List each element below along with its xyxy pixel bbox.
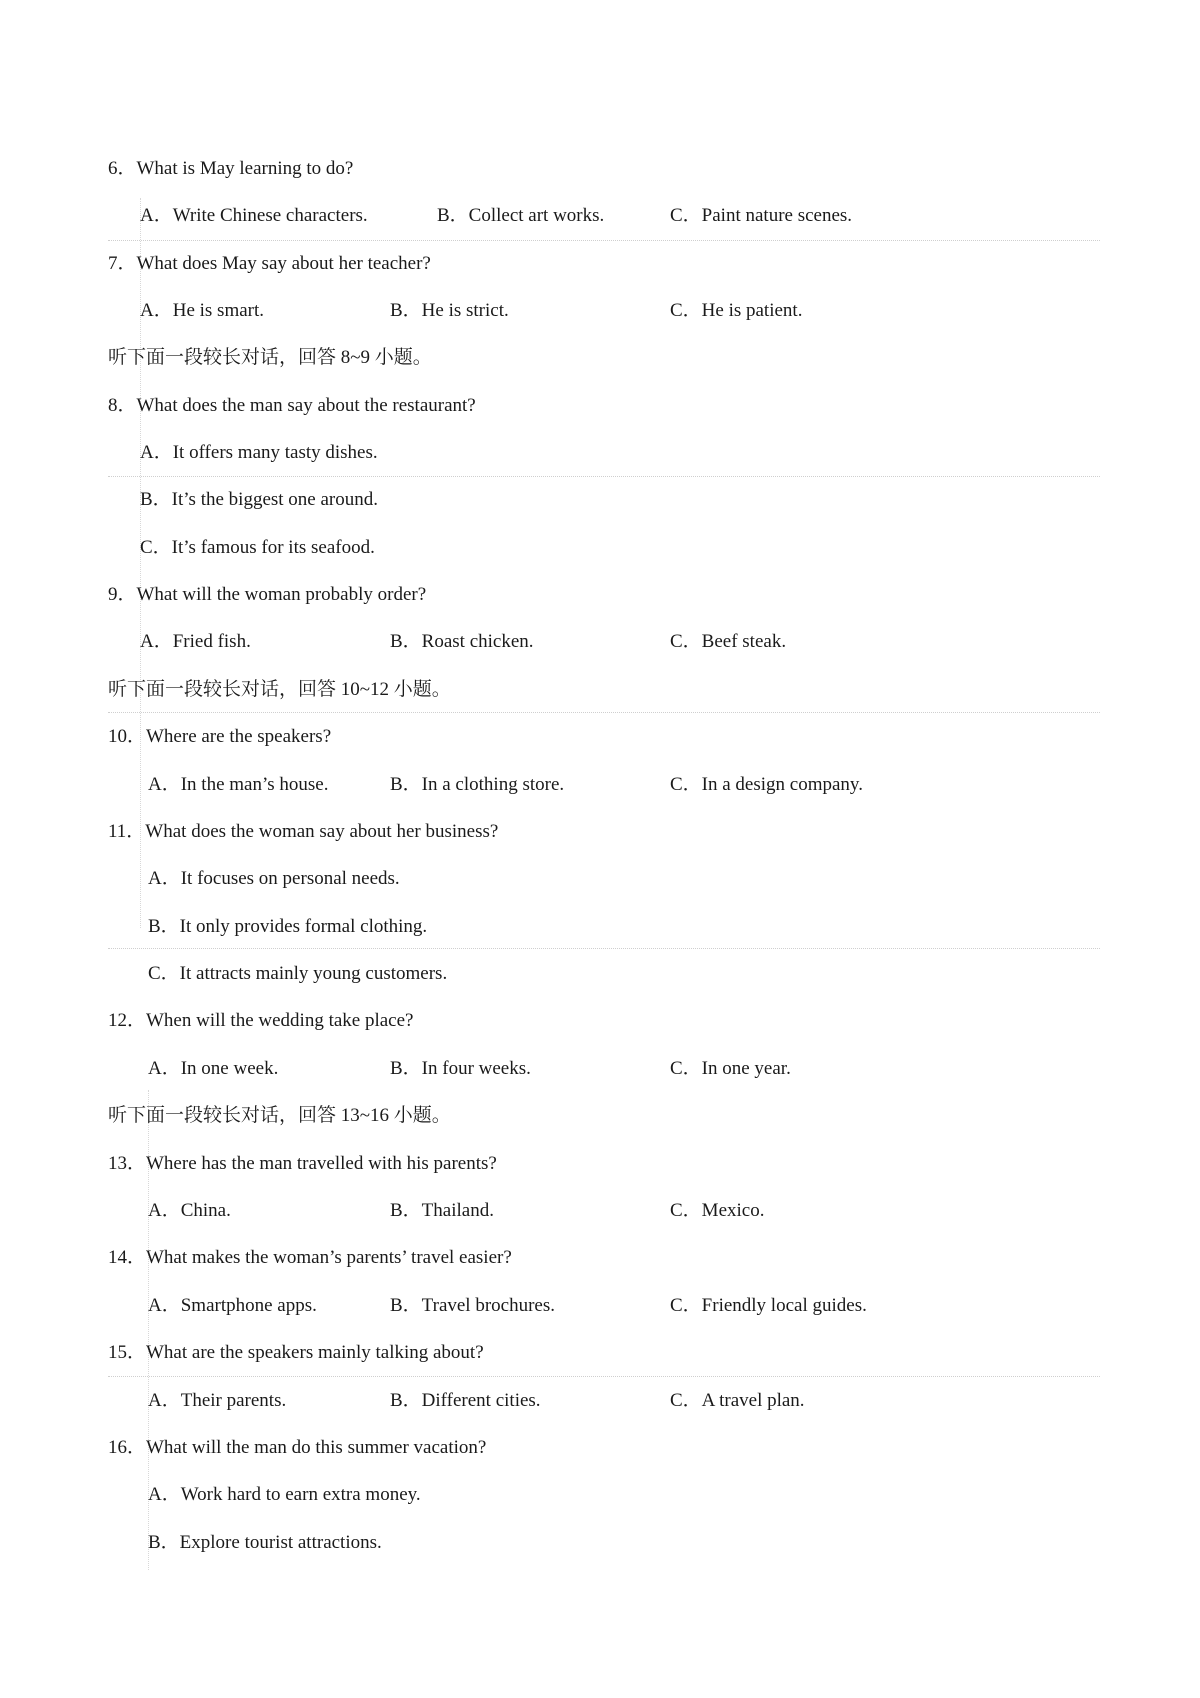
option-c: C．In a design company. — [670, 774, 863, 795]
option-a: A．Their parents. — [148, 1390, 287, 1411]
option-b: B．Thailand. — [390, 1200, 494, 1221]
question-6 — [108, 154, 353, 184]
question-stem: 11．What does the woman say about her business? — [108, 821, 499, 842]
option-c: C．Mexico. — [670, 1200, 765, 1221]
option-c: C．Beef steak. — [670, 631, 787, 652]
question-13 — [108, 1149, 497, 1179]
option-a: A．In one week. — [148, 1058, 279, 1079]
question-stem: 13．Where has the man travelled with his parents? — [108, 1153, 497, 1174]
instruction-text: 听下面一段较长对话，回答 13~16 小题。 — [108, 1105, 451, 1126]
question-stem: 6．What is May learning to do? — [108, 158, 354, 179]
question-15 — [108, 1338, 484, 1368]
option-b: B．Different cities. — [390, 1390, 541, 1411]
option-b: B．It’s the biggest one around. — [140, 489, 378, 510]
dotted-separator — [108, 712, 1100, 713]
section-instruction-10-12 — [108, 675, 451, 705]
instruction-text: 听下面一段较长对话，回答 8~9 小题。 — [108, 347, 432, 368]
option-b: B．Travel brochures. — [390, 1295, 555, 1316]
section-instruction-8-9 — [108, 343, 432, 373]
question-stem: 14．What makes the woman’s parents’ travel easier? — [108, 1247, 512, 1268]
question-8 — [108, 391, 476, 421]
option-b: B．In four weeks. — [390, 1058, 531, 1079]
question-7 — [108, 249, 431, 279]
option-a: A．In the man’s house. — [148, 774, 329, 795]
question-stem: 12．When will the wedding take place? — [108, 1010, 414, 1031]
section-instruction-13-16 — [108, 1101, 451, 1131]
option-b: B．It only provides formal clothing. — [148, 916, 428, 937]
question-14 — [108, 1243, 512, 1273]
question-10 — [108, 722, 331, 752]
question-9 — [108, 580, 426, 610]
question-stem: 9．What will the woman probably order? — [108, 584, 427, 605]
option-a: A．China. — [148, 1200, 231, 1221]
option-a: A．It focuses on personal needs. — [148, 868, 400, 889]
option-b: B．He is strict. — [390, 300, 509, 321]
option-c: C．Paint nature scenes. — [670, 205, 853, 226]
dotted-separator — [108, 240, 1100, 241]
option-b: B．In a clothing store. — [390, 774, 565, 795]
question-stem: 15．What are the speakers mainly talking about? — [108, 1342, 484, 1363]
option-a: A．It offers many tasty dishes. — [140, 442, 378, 463]
question-stem: 10．Where are the speakers? — [108, 726, 332, 747]
option-c: C．Friendly local guides. — [670, 1295, 867, 1316]
instruction-text: 听下面一段较长对话，回答 10~12 小题。 — [108, 679, 451, 700]
option-b: B．Roast chicken. — [390, 631, 534, 652]
dotted-separator — [108, 476, 1100, 477]
question-16 — [108, 1433, 486, 1463]
option-c: C．A travel plan. — [670, 1390, 805, 1411]
option-b: B．Explore tourist attractions. — [148, 1532, 382, 1553]
option-a: A．Smartphone apps. — [148, 1295, 317, 1316]
option-a: A．Work hard to earn extra money. — [148, 1484, 421, 1505]
dotted-separator — [108, 1376, 1100, 1377]
option-a: A．Write Chinese characters. — [140, 205, 368, 226]
option-c: C．He is patient. — [670, 300, 803, 321]
question-stem: 16．What will the man do this summer vacation? — [108, 1437, 487, 1458]
question-stem: 8．What does the man say about the restaurant? — [108, 395, 476, 416]
option-c: C．It’s famous for its seafood. — [140, 537, 375, 558]
option-a: A．Fried fish. — [140, 631, 251, 652]
dotted-separator — [108, 948, 1100, 949]
option-c: C．In one year. — [670, 1058, 791, 1079]
option-c: C．It attracts mainly young customers. — [148, 963, 448, 984]
option-a: A．He is smart. — [140, 300, 265, 321]
option-b: B．Collect art works. — [437, 205, 605, 226]
question-12 — [108, 1006, 413, 1036]
question-11 — [108, 817, 498, 847]
question-stem: 7．What does May say about her teacher? — [108, 253, 431, 274]
